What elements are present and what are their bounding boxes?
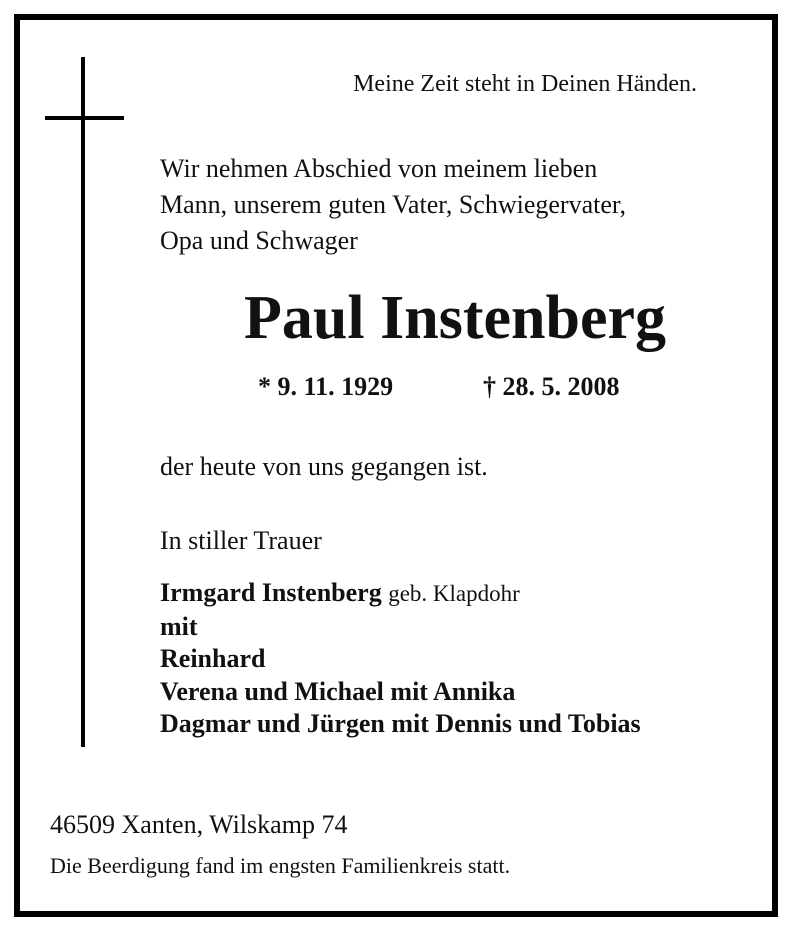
motto-text: Meine Zeit steht in Deinen Händen. [353,71,697,97]
family-member: Reinhard [160,644,266,673]
mourning-text: In stiller Trauer [160,526,322,555]
family-list [160,577,641,741]
cross-icon-horizontal [45,116,124,120]
intro-text [160,151,626,259]
address-text: 46509 Xanten, Wilskamp 74 [50,810,348,839]
passed-text: der heute von uns gegangen ist. [160,452,488,481]
family-widow-line [160,577,641,611]
widow-maiden-name: geb. Klapdohr [388,581,520,606]
birth-date: * 9. 11. 1929 [258,372,394,401]
family-member: Verena und Michael mit Annika [160,676,516,706]
intro-line: Opa und Schwager [160,226,358,255]
death-date: † 28. 5. 2008 [483,372,620,401]
intro-line: Mann, unserem guten Vater, Schwiegervater, [160,190,627,219]
deceased-name: Paul Instenberg [244,284,666,352]
family-with: mit [160,611,198,641]
funeral-note: Die Beerdigung fand im engsten Familienkreis statt. [50,853,511,878]
cross-icon-vertical [81,57,85,747]
widow-name: Irmgard Instenberg [160,578,382,607]
intro-line: Wir nehmen Abschied von meinem lieben [160,154,598,183]
family-member: Dagmar und Jürgen mit Dennis und Tobias [160,709,641,738]
